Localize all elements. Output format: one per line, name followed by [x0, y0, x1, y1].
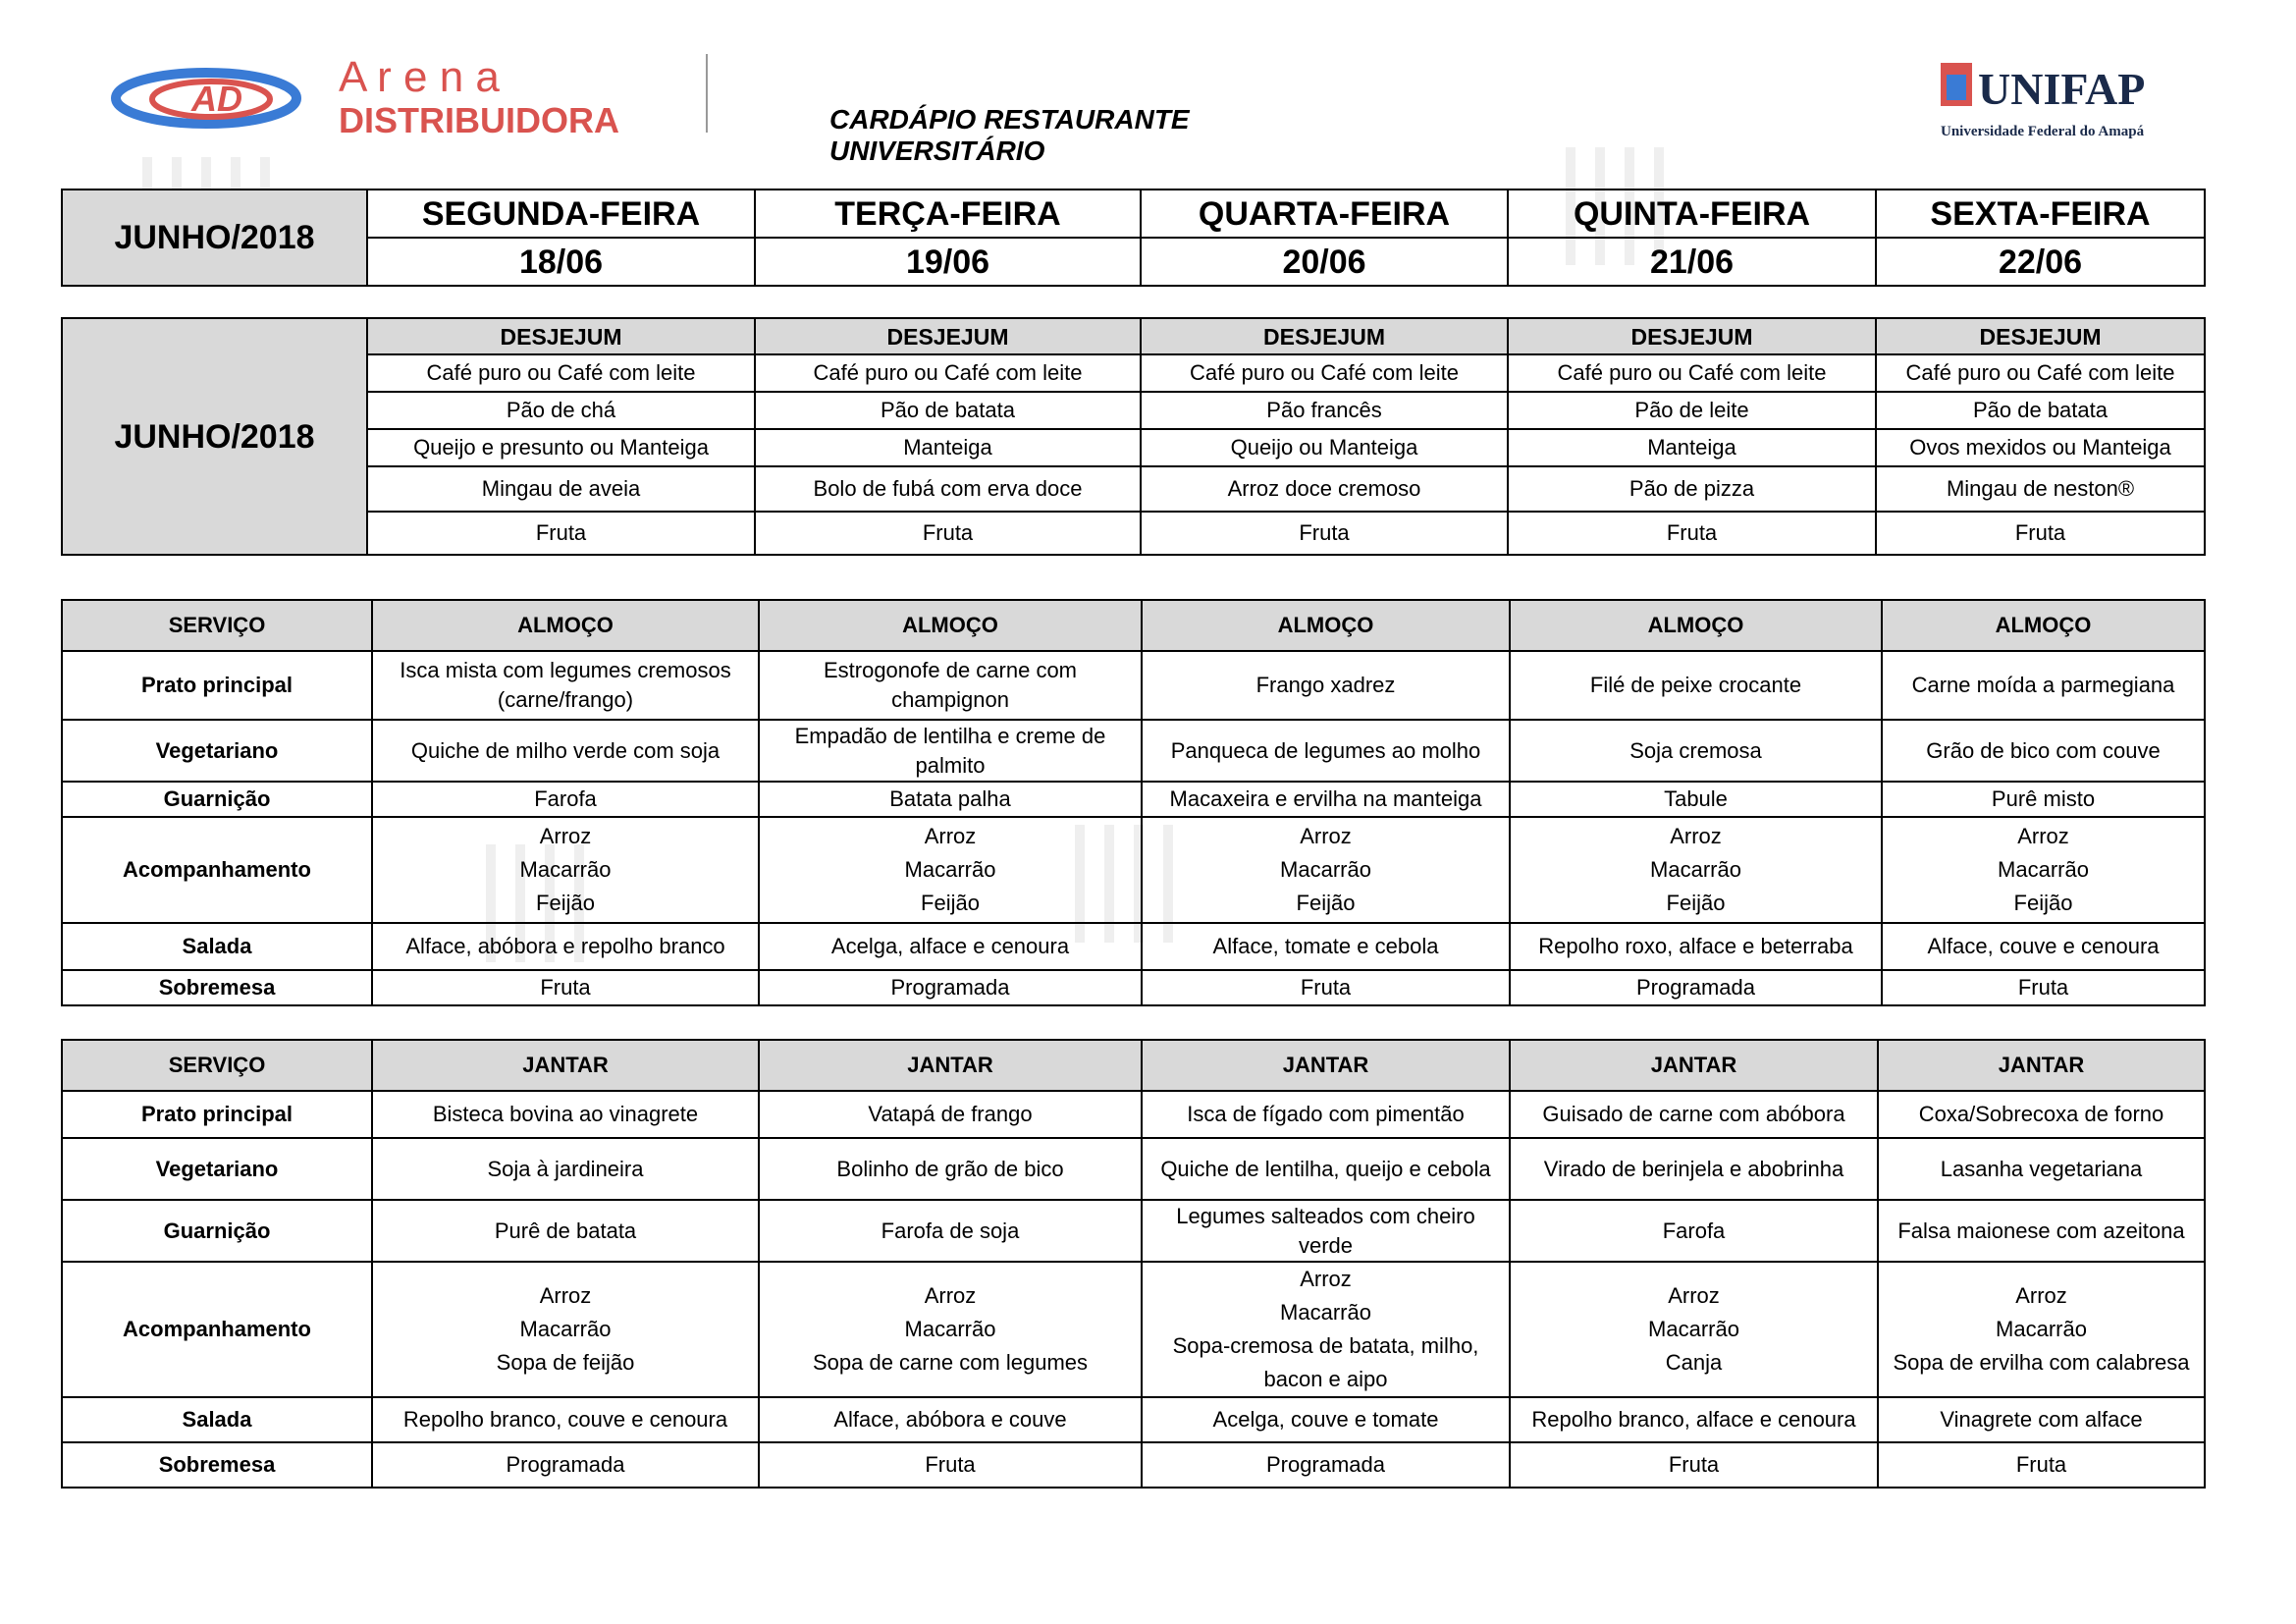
menu-cell — [1510, 651, 1882, 720]
menu-cell — [1142, 782, 1510, 817]
lunch-table — [61, 599, 2206, 1006]
breakfast-cell: Café puro ou Café com leite — [1141, 354, 1508, 392]
menu-item: Empadão de lentilha e creme de palmito — [794, 723, 1106, 778]
menu-item: Macaxeira e ervilha na manteiga — [1169, 786, 1482, 811]
menu-item: Macarrão — [1998, 857, 2089, 882]
menu-cell — [372, 1442, 759, 1488]
menu-cell — [372, 720, 759, 782]
menu-item: Canja — [1665, 1350, 1723, 1375]
table-row — [62, 651, 2205, 720]
day-name-wed: QUARTA-FEIRA — [1141, 189, 1508, 238]
menu-item: Fruta — [540, 975, 591, 1000]
menu-cell — [759, 1138, 1142, 1200]
menu-item: Isca de fígado com pimentão — [1187, 1102, 1465, 1126]
menu-cell — [1882, 970, 2205, 1005]
menu-item: Purê de batata — [494, 1218, 637, 1243]
table-row — [62, 970, 2205, 1005]
menu-cell — [1510, 1091, 1878, 1138]
breakfast-cell: Arroz doce cremoso — [1141, 466, 1508, 512]
menu-cell — [372, 782, 759, 817]
menu-item: Virado de berinjela e abobrinha — [1543, 1156, 1844, 1181]
day-name-mon: SEGUNDA-FEIRA — [367, 189, 755, 238]
breakfast-cell: Manteiga — [1508, 429, 1876, 466]
menu-cell — [1510, 923, 1882, 970]
menu-cell — [372, 651, 759, 720]
breakfast-cell: Fruta — [1508, 512, 1876, 555]
breakfast-cell: Manteiga — [755, 429, 1141, 466]
menu-cell — [1142, 970, 1510, 1005]
menu-item: Programada — [890, 975, 1010, 1000]
menu-item: Macarrão — [519, 1317, 612, 1341]
breakfast-cell: Queijo e presunto ou Manteiga — [367, 429, 755, 466]
menu-item: Macarrão — [1996, 1317, 2087, 1341]
menu-cell — [759, 923, 1142, 970]
breakfast-cell: Bolo de fubá com erva doce — [755, 466, 1141, 512]
breakfast-cell: Café puro ou Café com leite — [755, 354, 1141, 392]
menu-cell — [1142, 1138, 1510, 1200]
menu-item: Sopa-cremosa de batata, milho, bacon e aipo — [1172, 1333, 1479, 1391]
menu-cell — [1882, 720, 2205, 782]
menu-cell — [1882, 817, 2205, 923]
menu-item: Arroz — [924, 1283, 977, 1308]
menu-item: Panqueca de legumes ao molho — [1170, 737, 1481, 763]
menu-item: Estrogonofe de carne com champignon — [823, 658, 1078, 712]
breakfast-head-tue: DESJEJUM — [755, 318, 1141, 354]
lunch-body — [62, 600, 2205, 1005]
menu-cell — [759, 782, 1142, 817]
menu-cell — [372, 1200, 759, 1262]
menu-cell — [759, 1091, 1142, 1138]
menu-cell — [1878, 1200, 2205, 1262]
breakfast-cell: Mingau de aveia — [367, 466, 755, 512]
menu-item: Repolho branco, alface e cenoura — [1531, 1407, 1856, 1432]
breakfast-head-mon: DESJEJUM — [367, 318, 755, 354]
lunch-meal-head: ALMOÇO — [759, 600, 1142, 651]
dinner-body — [62, 1040, 2205, 1488]
dinner-meal-head: JANTAR — [372, 1040, 759, 1091]
breakfast-cell: Pão de batata — [1876, 392, 2205, 429]
menu-item: Falsa maionese com azeitona — [1897, 1218, 2185, 1243]
day-name-fri: SEXTA-FEIRA — [1876, 189, 2205, 238]
row-label: Prato principal — [62, 1091, 372, 1138]
menu-item: Repolho roxo, alface e beterraba — [1538, 934, 1853, 958]
menu-item: Purê misto — [1991, 786, 2096, 811]
menu-item: Quiche de lentilha, queijo e cebola — [1160, 1156, 1491, 1181]
menu-cell — [1510, 1262, 1878, 1397]
breakfast-cell: Ovos mexidos ou Manteiga — [1876, 429, 2205, 466]
menu-cell — [1510, 970, 1882, 1005]
menu-cell — [1878, 1397, 2205, 1442]
menu-item: Macarrão — [1280, 1300, 1371, 1325]
menu-item: Isca mista com legumes cremosos (carne/frango) — [400, 658, 731, 712]
header-month: JUNHO/2018 — [62, 189, 367, 286]
breakfast-head-wed: DESJEJUM — [1141, 318, 1508, 354]
menu-item: Carne moída a parmegiana — [1911, 673, 2175, 697]
menu-item: Fruta — [2015, 1452, 2067, 1477]
menu-item: Lasanha vegetariana — [1940, 1156, 2143, 1181]
menu-item: Feijão — [921, 891, 980, 915]
menu-cell — [1142, 1397, 1510, 1442]
menu-item: Farofa — [1662, 1218, 1726, 1243]
menu-cell — [1510, 782, 1882, 817]
menu-cell — [372, 1262, 759, 1397]
menu-cell — [759, 1262, 1142, 1397]
menu-item: Feijão — [2013, 891, 2073, 915]
menu-cell — [1510, 817, 1882, 923]
menu-item: Fruta — [925, 1452, 976, 1477]
lunch-meal-head: ALMOÇO — [1510, 600, 1882, 651]
dinner-meal-head: JANTAR — [1142, 1040, 1510, 1091]
menu-item: Vinagrete com alface — [1940, 1407, 2143, 1432]
menu-item: Sopa de carne com legumes — [812, 1350, 1089, 1375]
menu-item: Bisteca bovina ao vinagrete — [432, 1102, 699, 1126]
menu-item: Sopa de ervilha com calabresa — [1893, 1350, 2190, 1375]
menu-cell — [372, 1397, 759, 1442]
menu-item: Macarrão — [1280, 857, 1371, 882]
menu-item: Programada — [1635, 975, 1756, 1000]
menu-cell — [1142, 817, 1510, 923]
arena-logo-name: A r e n a — [339, 54, 500, 101]
menu-cell — [372, 1138, 759, 1200]
menu-item: Soja cremosa — [1629, 737, 1762, 763]
menu-cell — [372, 923, 759, 970]
breakfast-cell: Fruta — [1141, 512, 1508, 555]
table-row — [62, 1200, 2205, 1262]
unifap-logo-name: UNIFAP — [1978, 64, 2146, 114]
day-date-thu: 21/06 — [1508, 238, 1876, 286]
lunch-meal-head: ALMOÇO — [1142, 600, 1510, 651]
table-row — [62, 782, 2205, 817]
row-label: Vegetariano — [62, 720, 372, 782]
week-header-table — [61, 189, 2206, 287]
table-row — [62, 1138, 2205, 1200]
menu-item: Arroz — [1300, 1267, 1352, 1291]
row-label: Acompanhamento — [62, 1262, 372, 1397]
row-label: Sobremesa — [62, 1442, 372, 1488]
breakfast-head-thu: DESJEJUM — [1508, 318, 1876, 354]
unifap-logo — [1939, 57, 2184, 145]
menu-cell — [372, 970, 759, 1005]
menu-cell — [1142, 1200, 1510, 1262]
unifap-logo-sub: Universidade Federal do Amapá — [1941, 124, 2145, 139]
breakfast-cell: Mingau de neston® — [1876, 466, 2205, 512]
row-label: Prato principal — [62, 651, 372, 720]
menu-cell — [372, 1091, 759, 1138]
menu-item: Sopa de feijão — [496, 1350, 635, 1375]
breakfast-head-fri: DESJEJUM — [1876, 318, 2205, 354]
menu-item: Arroz — [2015, 1283, 2067, 1308]
lunch-meal-head: ALMOÇO — [1882, 600, 2205, 651]
menu-item: Arroz — [1300, 824, 1352, 848]
menu-cell — [759, 1397, 1142, 1442]
menu-item: Legumes salteados com cheiro verde — [1176, 1203, 1475, 1258]
table-row — [62, 817, 2205, 923]
table-row — [62, 923, 2205, 970]
day-date-tue: 19/06 — [755, 238, 1141, 286]
menu-item: Feijão — [1666, 891, 1726, 915]
menu-item: Arroz — [539, 824, 592, 848]
menu-cell — [1878, 1091, 2205, 1138]
menu-cell — [1142, 1442, 1510, 1488]
breakfast-table — [61, 317, 2206, 556]
menu-item: Filé de peixe crocante — [1589, 673, 1802, 697]
menu-item: Programada — [1265, 1452, 1386, 1477]
arena-distribuidora-logo — [98, 54, 717, 142]
row-label: Guarnição — [62, 1200, 372, 1262]
table-row — [62, 1397, 2205, 1442]
row-label: Sobremesa — [62, 970, 372, 1005]
breakfast-cell: Pão de chá — [367, 392, 755, 429]
menu-item: Macarrão — [904, 1317, 996, 1341]
menu-cell — [1510, 1138, 1878, 1200]
lunch-meal-head: ALMOÇO — [372, 600, 759, 651]
arena-logo-sub: DISTRIBUIDORA — [339, 100, 619, 140]
menu-cell — [759, 651, 1142, 720]
menu-cell — [1882, 782, 2205, 817]
menu-item: Macarrão — [519, 857, 612, 882]
menu-item: Frango xadrez — [1255, 673, 1396, 697]
arena-logo-mark: AD — [191, 79, 242, 119]
menu-item: Quiche de milho verde com soja — [410, 737, 721, 763]
menu-cell — [1510, 1442, 1878, 1488]
dinner-meal-head: JANTAR — [759, 1040, 1142, 1091]
menu-cell — [1142, 923, 1510, 970]
menu-item: Programada — [506, 1452, 625, 1477]
day-name-thu: QUINTA-FEIRA — [1508, 189, 1876, 238]
menu-item: Arroz — [539, 1283, 592, 1308]
table-row — [62, 1262, 2205, 1397]
breakfast-cell: Fruta — [1876, 512, 2205, 555]
menu-item: Vatapá de frango — [868, 1102, 1033, 1126]
menu-item: Tabule — [1664, 786, 1728, 811]
menu-cell — [759, 817, 1142, 923]
breakfast-cell: Pão de pizza — [1508, 466, 1876, 512]
menu-cell — [1142, 1091, 1510, 1138]
page-title: CARDÁPIO RESTAURANTE UNIVERSITÁRIO — [829, 104, 1190, 166]
menu-item: Macarrão — [1648, 1317, 1739, 1341]
dinner-meal-head: JANTAR — [1510, 1040, 1878, 1091]
menu-cell — [759, 1442, 1142, 1488]
table-row — [62, 1091, 2205, 1138]
menu-item: Acelga, alface e cenoura — [830, 934, 1070, 958]
breakfast-cell: Pão de leite — [1508, 392, 1876, 429]
menu-cell — [1878, 1262, 2205, 1397]
row-label: Salada — [62, 923, 372, 970]
menu-cell — [1142, 1262, 1510, 1397]
breakfast-cell: Fruta — [755, 512, 1141, 555]
menu-item: Fruta — [2017, 975, 2069, 1000]
menu-item: Macarrão — [904, 857, 996, 882]
row-label: Salada — [62, 1397, 372, 1442]
menu-item: Acelga, couve e tomate — [1212, 1407, 1439, 1432]
menu-cell — [372, 817, 759, 923]
day-date-mon: 18/06 — [367, 238, 755, 286]
menu-item: Arroz — [1670, 824, 1722, 848]
day-name-tue: TERÇA-FEIRA — [755, 189, 1141, 238]
menu-item: Alface, abóbora e couve — [833, 1407, 1067, 1432]
breakfast-cell: Café puro ou Café com leite — [367, 354, 755, 392]
breakfast-cell: Fruta — [367, 512, 755, 555]
menu-item: Bolinho de grão de bico — [836, 1156, 1064, 1181]
menu-item: Repolho branco, couve e cenoura — [402, 1407, 728, 1432]
breakfast-cell: Café puro ou Café com leite — [1508, 354, 1876, 392]
table-row — [62, 720, 2205, 782]
menu-item: Alface, couve e cenoura — [1927, 934, 2160, 958]
dinner-meal-head: JANTAR — [1878, 1040, 2205, 1091]
menu-item: Soja à jardineira — [487, 1156, 644, 1181]
menu-item: Coxa/Sobrecoxa de forno — [1918, 1102, 2164, 1126]
menu-cell — [1510, 720, 1882, 782]
menu-cell — [759, 1200, 1142, 1262]
breakfast-cell: Café puro ou Café com leite — [1876, 354, 2205, 392]
menu-item: Arroz — [2017, 824, 2069, 848]
menu-item: Arroz — [1668, 1283, 1720, 1308]
menu-cell — [1142, 720, 1510, 782]
breakfast-cell: Queijo ou Manteiga — [1141, 429, 1508, 466]
menu-cell — [759, 970, 1142, 1005]
breakfast-month: JUNHO/2018 — [62, 318, 367, 555]
menu-item: Farofa — [534, 786, 597, 811]
breakfast-cell: Pão francês — [1141, 392, 1508, 429]
breakfast-cell: Pão de batata — [755, 392, 1141, 429]
menu-cell — [759, 720, 1142, 782]
day-date-fri: 22/06 — [1876, 238, 2205, 286]
menu-item: Feijão — [1296, 891, 1356, 915]
menu-cell — [1510, 1200, 1878, 1262]
menu-item: Farofa de soja — [881, 1218, 1020, 1243]
menu-item: Alface, abóbora e repolho branco — [405, 934, 725, 958]
menu-item: Alface, tomate e cebola — [1212, 934, 1439, 958]
menu-item: Fruta — [1300, 975, 1352, 1000]
lunch-service-head: SERVIÇO — [62, 600, 372, 651]
menu-item: Guisado de carne com abóbora — [1542, 1102, 1845, 1126]
row-label: Guarnição — [62, 782, 372, 817]
menu-item: Fruta — [1668, 1452, 1720, 1477]
row-label: Acompanhamento — [62, 817, 372, 923]
menu-item: Macarrão — [1650, 857, 1741, 882]
table-row — [62, 1442, 2205, 1488]
menu-cell — [1878, 1138, 2205, 1200]
menu-cell — [1878, 1442, 2205, 1488]
dinner-service-head: SERVIÇO — [62, 1040, 372, 1091]
menu-cell — [1882, 651, 2205, 720]
menu-item: Grão de bico com couve — [1926, 737, 2161, 763]
menu-cell — [1142, 651, 1510, 720]
menu-item: Batata palha — [889, 786, 1011, 811]
dinner-table — [61, 1039, 2206, 1489]
row-label: Vegetariano — [62, 1138, 372, 1200]
menu-cell — [1882, 923, 2205, 970]
day-date-wed: 20/06 — [1141, 238, 1508, 286]
menu-cell — [1510, 1397, 1878, 1442]
menu-item: Arroz — [924, 824, 977, 848]
menu-item: Feijão — [536, 891, 595, 915]
